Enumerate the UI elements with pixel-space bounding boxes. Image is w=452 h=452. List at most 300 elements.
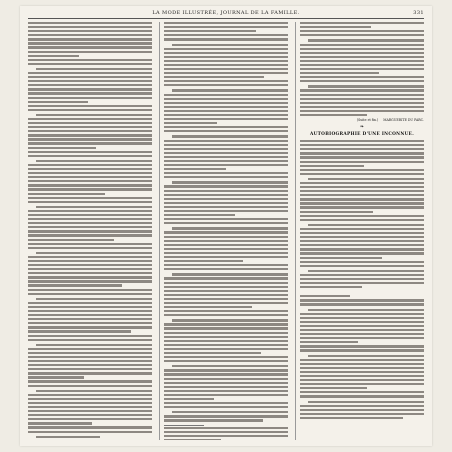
text-line [28,130,152,132]
paragraph-lines [28,22,152,438]
text-line [300,152,424,154]
text-line [164,202,288,204]
text-line [300,379,424,381]
text-line [28,280,152,282]
text-line [164,198,288,200]
text-line [164,148,288,150]
text-line [164,332,288,334]
text-line [300,383,424,385]
text-line [28,348,152,350]
text-line [28,184,152,186]
text-line [164,352,261,354]
text-line [164,60,288,62]
text-line [164,302,288,304]
text-line [164,286,288,288]
text-line [28,22,152,24]
text-line [164,394,288,396]
text-line [28,276,152,278]
text-line [28,339,152,341]
text-line [300,80,424,82]
text-line [172,365,288,367]
paragraph-lines [300,22,424,116]
text-line [300,367,424,369]
text-line [164,218,288,220]
text-line [36,252,152,254]
text-line [164,344,288,346]
text-line [300,405,424,407]
text-line [164,294,288,296]
text-line [28,92,152,94]
text-line [28,418,152,420]
text-line [164,48,288,50]
text-line [308,355,424,357]
text-line [28,414,152,416]
text-line [300,102,424,104]
text-line [36,298,152,300]
text-line [300,345,424,347]
text-line [164,130,288,132]
text-line [28,55,79,57]
text-line [164,80,288,82]
text-line [172,411,288,413]
document-page [20,6,432,446]
text-line [300,413,424,415]
text-line [308,309,424,311]
text-line [28,138,152,140]
text-line [28,26,152,28]
text-line [164,176,288,178]
text-line [164,348,288,350]
text-line [28,180,152,182]
text-line [28,398,152,400]
text-line [164,52,288,54]
text-line [28,372,152,374]
text-line [164,231,288,233]
text-line [164,398,214,400]
text-line [28,330,131,332]
text-line [300,156,424,158]
text-line [28,134,152,136]
text-line [300,161,424,163]
text-line [164,156,288,158]
text-line [300,186,424,188]
text-line [300,140,424,142]
text-line [28,310,152,312]
text-line [28,201,152,203]
text-line [172,89,288,91]
text-line [172,319,288,321]
masthead [28,8,424,18]
text-line [300,94,424,96]
text-line [28,188,152,190]
text-line [308,224,424,226]
text-line [36,160,152,162]
text-line [308,178,424,180]
signature-prefix: (Suite et fin.) [356,118,379,123]
text-line [172,44,288,46]
text-line [28,46,152,48]
text-line [300,325,424,327]
text-line [28,352,152,354]
text-line [28,176,152,178]
text-line [164,277,288,279]
text-line [28,193,105,195]
column-separator-2 [295,22,296,440]
text-line [164,106,288,108]
text-line [164,152,288,154]
text-line [164,427,288,429]
text-line [28,256,152,258]
text-line [300,44,424,46]
text-line [164,340,288,342]
text-line [28,247,152,249]
text-line [300,244,424,246]
text-line [164,172,288,174]
text-line [300,265,424,267]
text-line [164,439,221,440]
text-line [28,42,152,44]
text-line [164,435,288,437]
text-line [164,298,288,300]
text-line [164,110,288,112]
text-line [164,185,288,187]
text-line [164,194,288,196]
text-line [300,98,424,100]
text-line [164,306,252,308]
text-line [28,155,152,157]
text-line [164,402,288,404]
text-line [28,80,152,82]
text-line [164,118,288,120]
text-line [300,417,403,419]
text-line [300,144,424,146]
text-line [28,59,152,61]
text-line [164,248,288,250]
text-line [28,326,152,328]
text-line [28,322,152,324]
text-line [300,299,424,301]
text-line [28,172,152,174]
text-line [164,34,288,36]
text-line [28,356,152,358]
text-line [164,210,288,212]
text-line [36,344,152,346]
text-line [164,369,288,371]
text-line [164,264,288,266]
text-line [28,164,152,166]
text-line [300,110,424,112]
text-line [28,260,152,262]
text-line [300,26,371,28]
text-line [28,264,152,266]
text-line [28,105,152,107]
text-line [164,327,288,329]
text-line [300,202,424,204]
text-line [164,356,288,358]
text-line [300,409,424,411]
text-line [300,182,424,184]
text-line [300,341,358,343]
text-line [164,68,288,70]
text-line [164,160,288,162]
text-line [28,289,152,291]
text-line [164,360,288,362]
text-line [28,214,152,216]
text-line [300,257,382,259]
text-line [164,114,288,116]
text-line [300,89,424,91]
footnote-lines [164,427,288,440]
text-line [164,30,256,32]
text-line [36,436,100,438]
text-line [300,76,424,78]
text-line [28,122,152,124]
text-line [36,68,152,70]
text-line [164,290,288,292]
text-line [164,406,288,408]
article-title: AUTOBIOGRAPHIE D'UNE INCONNUE. [309,132,414,138]
text-line [28,426,152,428]
text-line [300,252,424,254]
text-line [28,268,152,270]
text-line [164,76,264,78]
paragraph-lines [164,22,288,422]
text-line [300,190,424,192]
text-line [28,72,152,74]
text-line [164,244,288,246]
text-line [164,431,288,433]
text-line [164,126,288,128]
text-line [28,30,152,32]
text-line [28,335,152,337]
text-line [164,168,226,170]
paragraph-lines [300,295,424,419]
text-line [164,22,288,24]
text-column-3 [300,22,424,440]
text-line [28,63,152,65]
text-line [28,51,152,53]
text-line [28,272,152,274]
text-line [28,34,152,36]
text-line [164,282,288,284]
journal-title: LA MODE ILLUSTRÉE, JOURNAL DE LA FAMILLE. [152,10,300,16]
text-line [36,390,152,392]
text-line [300,72,379,74]
text-line [164,390,288,392]
text-line [164,415,288,417]
text-line [28,126,152,128]
text-line [28,306,152,308]
text-line [300,22,424,24]
text-line [164,256,288,258]
signature-author: MARGUERITE DU PARC. [383,118,424,123]
text-line [28,76,152,78]
text-line [300,228,424,230]
text-line [28,210,152,212]
text-line [300,274,424,276]
text-line [164,122,217,124]
page-number: 331 [413,10,424,16]
text-line [308,401,424,403]
text-line [308,39,424,41]
text-line [300,303,424,305]
text-line [28,38,152,40]
text-line [164,56,288,58]
text-line [28,402,152,404]
text-line [28,360,152,362]
text-line [28,109,152,111]
text-line [300,48,424,50]
text-line [300,173,424,175]
text-line [28,222,152,224]
text-line [28,147,96,149]
text-line [28,243,152,245]
text-line [28,142,152,144]
author-signature [300,118,424,122]
text-line [28,151,152,153]
text-line [28,101,88,103]
text-line [28,380,152,382]
text-line [300,333,424,335]
text-line [28,368,152,370]
text-line [308,85,424,87]
masthead-rule [28,18,424,19]
paragraph-lines [300,140,424,288]
text-line [164,140,288,142]
text-line [300,114,367,116]
text-line [164,236,288,238]
text-line [300,337,424,339]
text-line [164,373,288,375]
text-line [164,419,263,421]
text-line [300,329,424,331]
footnote-rule [164,425,204,426]
text-line [28,118,152,120]
text-line [28,314,152,316]
text-line [300,219,424,221]
section-ornament: ❧ [359,124,365,131]
text-line [164,64,288,66]
text-column-2 [164,22,288,440]
text-line [300,375,424,377]
text-line [300,60,424,62]
text-line [28,97,152,99]
text-line [172,181,288,183]
column-separator-1 [159,22,160,440]
text-line [164,72,288,74]
text-line [300,261,424,263]
text-line [164,314,288,316]
text-line [164,268,288,270]
text-line [28,318,152,320]
text-line [36,206,152,208]
text-line [28,230,152,232]
text-line [300,240,424,242]
text-line [300,56,424,58]
text-line [28,394,152,396]
text-line [300,106,424,108]
text-line [28,406,152,408]
text-line [164,386,288,388]
text-line [300,194,424,196]
text-line [300,286,362,288]
text-line [300,363,424,365]
text-line [28,218,152,220]
text-line [164,26,288,28]
text-line [300,206,424,208]
text-line [164,102,288,104]
text-line [300,359,424,361]
text-line [36,114,152,116]
text-line [164,206,288,208]
text-line [28,239,114,241]
text-line [28,234,152,236]
text-line [300,395,424,397]
text-line [300,165,364,167]
text-line [164,260,243,262]
text-line [28,88,152,90]
text-line [28,385,152,387]
text-line [300,68,424,70]
text-line [300,169,424,171]
text-line [172,227,288,229]
text-line [28,431,152,433]
text-line [28,302,152,304]
text-line [164,214,235,216]
text-line [164,310,288,312]
text-line [164,164,288,166]
text-line [300,148,424,150]
text-line [28,376,84,378]
text-line [28,226,152,228]
text-line [172,135,288,137]
text-line [164,38,288,40]
text-line [300,232,424,234]
text-line [300,387,367,389]
text-line [300,321,424,323]
text-line [164,98,288,100]
text-line [300,52,424,54]
text-line [164,94,288,96]
text-line [300,211,373,213]
text-line [300,278,424,280]
text-line [28,84,152,86]
text-line [164,323,288,325]
text-line [164,84,288,86]
text-line [28,410,152,412]
text-line [164,336,288,338]
text-line [300,371,424,373]
text-line [300,391,424,393]
text-line [300,248,424,250]
text-line [300,215,424,217]
text-line [164,378,288,380]
text-line [300,317,424,319]
text-line [300,236,424,238]
text-line [172,273,288,275]
text-line [300,313,424,315]
text-line [28,293,152,295]
text-line [300,349,424,351]
text-column-1 [28,22,152,440]
text-line [300,282,424,284]
text-line [300,30,424,32]
text-line [28,284,122,286]
text-line [164,222,288,224]
text-line [164,240,288,242]
text-line [300,34,424,36]
text-line [164,144,288,146]
